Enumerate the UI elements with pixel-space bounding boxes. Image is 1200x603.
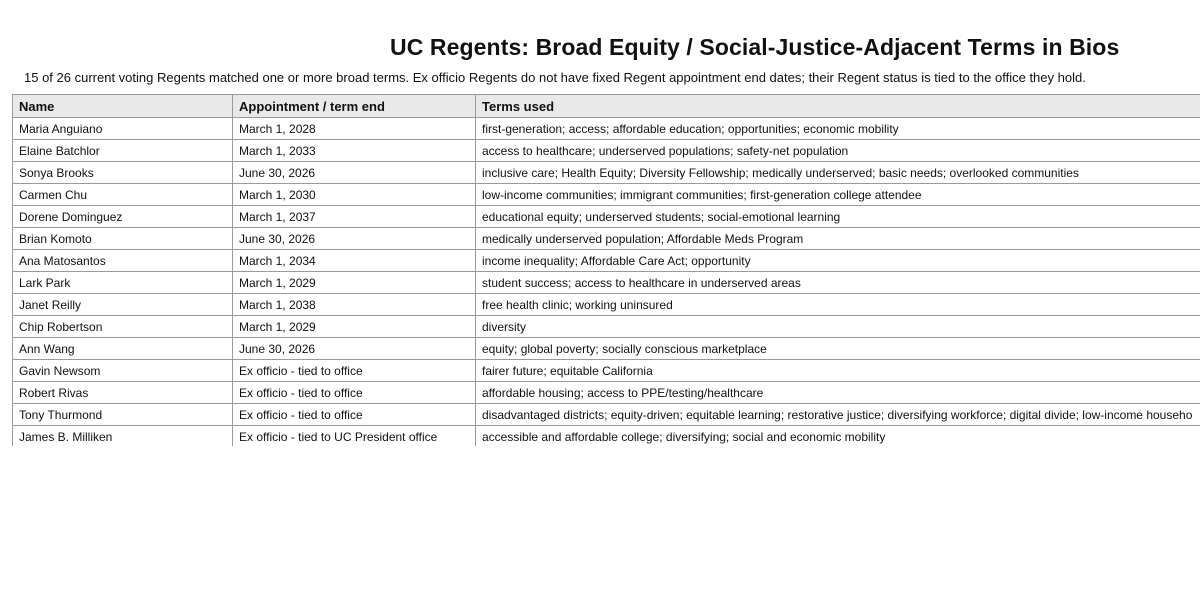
cell-name: Robert Rivas xyxy=(13,382,233,404)
table-row xyxy=(13,118,1200,140)
cell-terms-used: accessible and affordable college; diversifying; social and economic mobility xyxy=(476,426,1200,447)
page-title: UC Regents: Broad Equity / Social-Justice-Adjacent Terms in Bios xyxy=(390,34,1120,60)
table-row xyxy=(13,162,1200,184)
cell-term-end: June 30, 2026 xyxy=(233,162,476,184)
cell-terms-used: educational equity; underserved students; social-emotional learning xyxy=(476,206,1200,228)
cell-name: Ann Wang xyxy=(13,338,233,360)
cell-terms-used: fairer future; equitable California xyxy=(476,360,1200,382)
regents-table-container xyxy=(12,94,1200,446)
cell-term-end: Ex officio - tied to UC President office xyxy=(233,426,476,447)
cell-name: Maria Anguiano xyxy=(13,118,233,140)
cell-name: Ana Matosantos xyxy=(13,250,233,272)
cell-name: Chip Robertson xyxy=(13,316,233,338)
cell-terms-used: free health clinic; working uninsured xyxy=(476,294,1200,316)
cell-term-end: March 1, 2033 xyxy=(233,140,476,162)
column-header-name: Name xyxy=(13,95,233,118)
table-row xyxy=(13,426,1200,447)
cell-terms-used: medically underserved population; Affordable Meds Program xyxy=(476,228,1200,250)
regents-table xyxy=(12,94,1200,446)
cell-terms-used: affordable housing; access to PPE/testing/healthcare xyxy=(476,382,1200,404)
column-header-terms-used: Terms used xyxy=(476,95,1200,118)
column-header-term-end: Appointment / term end xyxy=(233,95,476,118)
cell-name: Gavin Newsom xyxy=(13,360,233,382)
cell-name: Brian Komoto xyxy=(13,228,233,250)
page-subtitle: 15 of 26 current voting Regents matched one or more broad terms. Ex officio Regents do not have fixed Regent appointment end dates; their Regent status is tied to the office they hold. xyxy=(24,70,1086,85)
table-row xyxy=(13,206,1200,228)
table-row xyxy=(13,316,1200,338)
cell-terms-used: inclusive care; Health Equity; Diversity Fellowship; medically underserved; basic needs; overlooked communities xyxy=(476,162,1200,184)
cell-terms-used: diversity xyxy=(476,316,1200,338)
cell-terms-used: student success; access to healthcare in underserved areas xyxy=(476,272,1200,294)
cell-terms-used: disadvantaged districts; equity-driven; equitable learning; restorative justice; diversifying workforce; digital divide; low-income househo xyxy=(476,404,1200,426)
cell-term-end: March 1, 2034 xyxy=(233,250,476,272)
cell-term-end: Ex officio - tied to office xyxy=(233,404,476,426)
table-row xyxy=(13,184,1200,206)
table-row xyxy=(13,272,1200,294)
cell-terms-used: access to healthcare; underserved populations; safety-net population xyxy=(476,140,1200,162)
cell-term-end: March 1, 2038 xyxy=(233,294,476,316)
cell-name: Dorene Dominguez xyxy=(13,206,233,228)
cell-term-end: June 30, 2026 xyxy=(233,338,476,360)
table-header-row xyxy=(13,95,1200,118)
cell-term-end: Ex officio - tied to office xyxy=(233,360,476,382)
cell-terms-used: low-income communities; immigrant communities; first-generation college attendee xyxy=(476,184,1200,206)
cell-name: Carmen Chu xyxy=(13,184,233,206)
cell-term-end: June 30, 2026 xyxy=(233,228,476,250)
cell-term-end: March 1, 2028 xyxy=(233,118,476,140)
cell-term-end: March 1, 2029 xyxy=(233,272,476,294)
cell-name: Elaine Batchlor xyxy=(13,140,233,162)
table-row xyxy=(13,338,1200,360)
table-row xyxy=(13,140,1200,162)
table-row xyxy=(13,228,1200,250)
cell-term-end: March 1, 2037 xyxy=(233,206,476,228)
cell-name: Janet Reilly xyxy=(13,294,233,316)
table-row xyxy=(13,404,1200,426)
table-row xyxy=(13,250,1200,272)
table-row xyxy=(13,382,1200,404)
cell-term-end: Ex officio - tied to office xyxy=(233,382,476,404)
cell-terms-used: first-generation; access; affordable education; opportunities; economic mobility xyxy=(476,118,1200,140)
cell-terms-used: income inequality; Affordable Care Act; opportunity xyxy=(476,250,1200,272)
table-row xyxy=(13,360,1200,382)
cell-name: Lark Park xyxy=(13,272,233,294)
cell-terms-used: equity; global poverty; socially conscious marketplace xyxy=(476,338,1200,360)
table-body xyxy=(13,118,1200,447)
cell-name: Sonya Brooks xyxy=(13,162,233,184)
cell-term-end: March 1, 2029 xyxy=(233,316,476,338)
cell-name: James B. Milliken xyxy=(13,426,233,447)
cell-name: Tony Thurmond xyxy=(13,404,233,426)
cell-term-end: March 1, 2030 xyxy=(233,184,476,206)
table-row xyxy=(13,294,1200,316)
